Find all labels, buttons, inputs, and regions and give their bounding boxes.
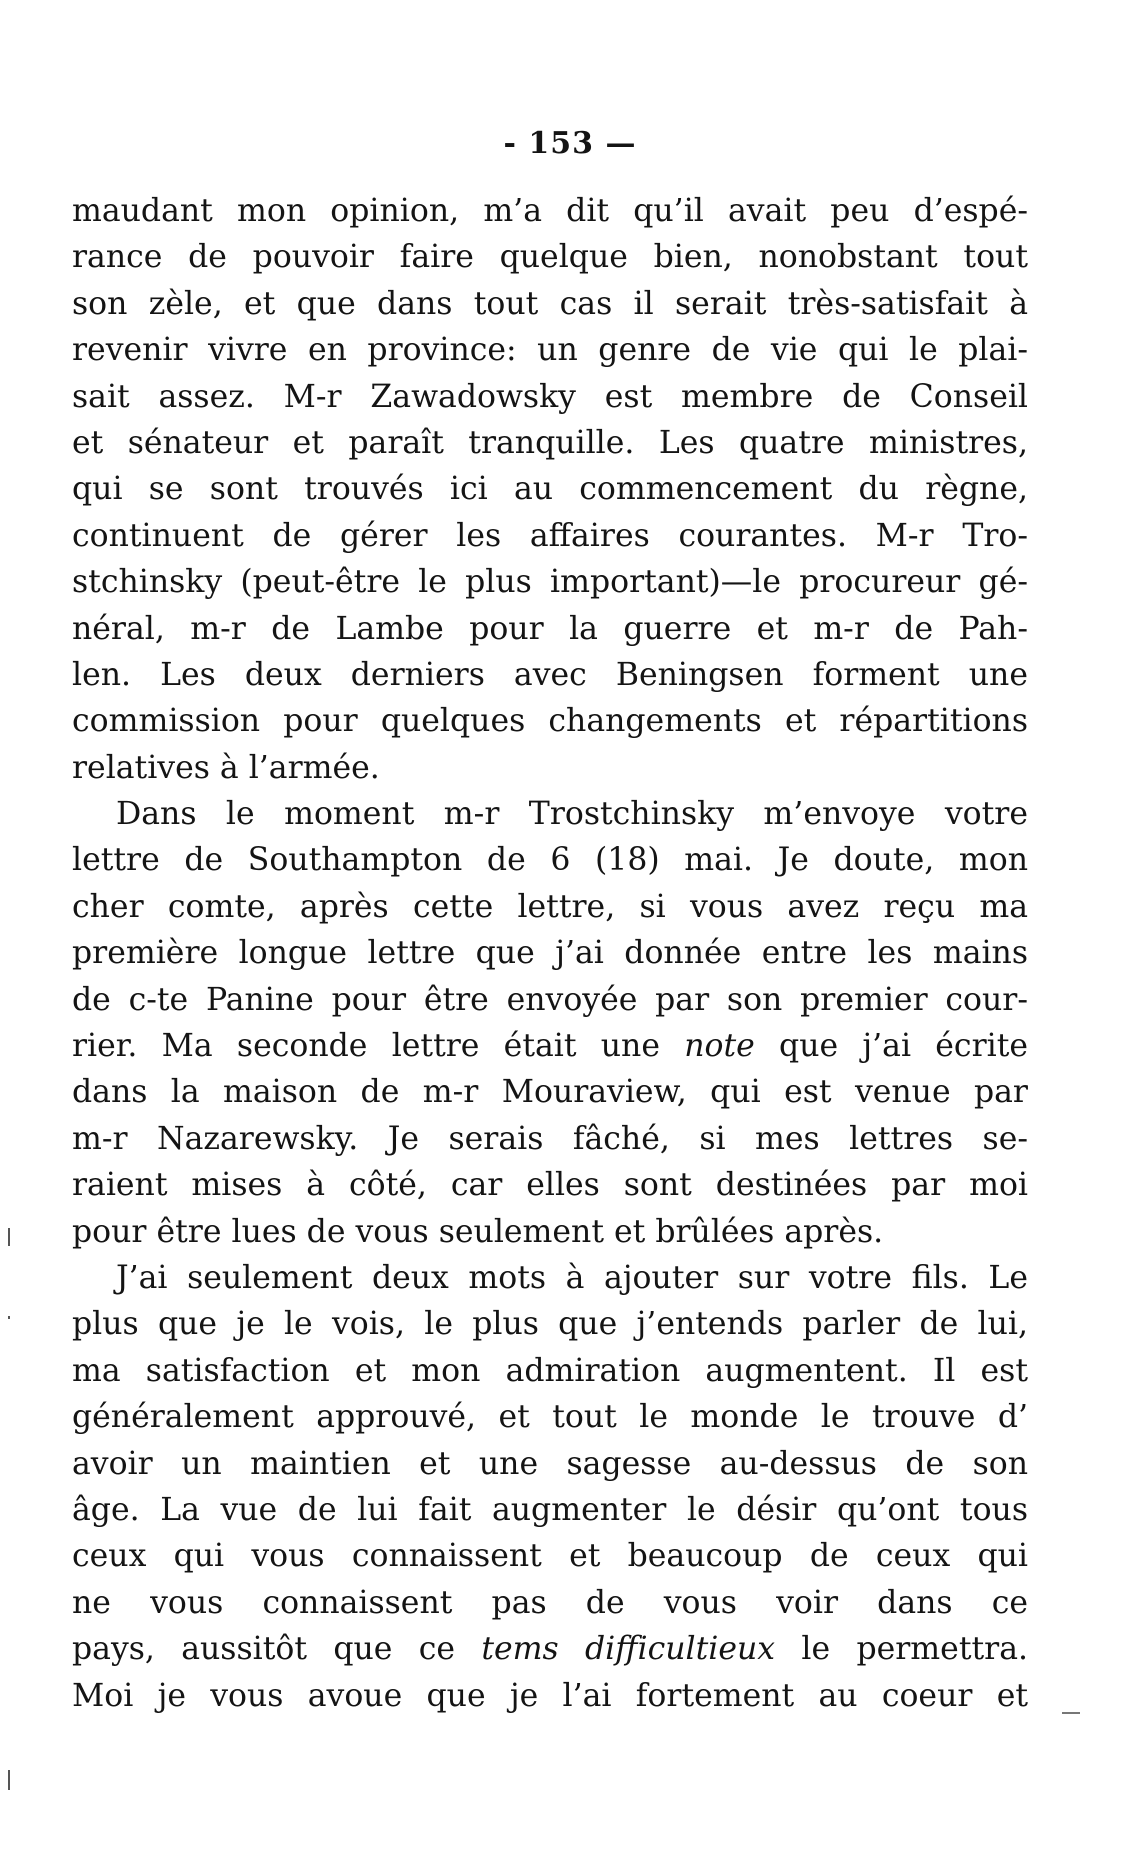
text-line: âge. La vue de lui fait augmenter le désir qu’ont tous bbox=[72, 1491, 1028, 1528]
margin-mark bbox=[8, 1770, 10, 1790]
text-line: ma satisfaction et mon admiration augmentent. Il est bbox=[72, 1352, 1028, 1389]
text-line: qui se sont trouvés ici au commencement du règne, bbox=[72, 471, 1028, 508]
text-line: revenir vivre en province: un genre de vie qui le plai- bbox=[72, 332, 1028, 369]
body-text bbox=[72, 188, 1028, 1719]
text-line: commission pour quelques changements et répartitions bbox=[72, 703, 1028, 740]
text-line: de c-te Panine pour être envoyée par son premier cour- bbox=[72, 981, 1028, 1018]
text-line: sait assez. M-r Zawadowsky est membre de Conseil bbox=[72, 378, 1028, 415]
corner-dash bbox=[1062, 1712, 1080, 1714]
text-line: plus que je le vois, le plus que j’entends parler de lui, bbox=[72, 1306, 1028, 1343]
text-line: maudant mon opinion, m’a dit qu’il avait peu d’espé- bbox=[72, 193, 1028, 229]
paragraph-end-line: pour être lues de vous seulement et brûlées après. bbox=[72, 1213, 884, 1250]
text-line: Moi je vous avoue que je l’ai fortement au coeur et bbox=[72, 1677, 1028, 1714]
text-fragment: que j’ai écrite bbox=[754, 1028, 1029, 1065]
text-line: néral, m-r de Lambe pour la guerre et m-r de Pah- bbox=[72, 610, 1028, 647]
paragraph-start-line: J’ai seulement deux mots à ajouter sur votre fils. Le bbox=[116, 1259, 1028, 1296]
text-line: stchinsky (peut-être le plus important)—le procureur gé- bbox=[72, 564, 1028, 601]
text-line: dans la maison de m-r Mouraview, qui est venue par bbox=[72, 1074, 1028, 1111]
text-line: généralement approuvé, et tout le monde le trouve d’ bbox=[72, 1399, 1028, 1436]
page-number: - 153 — bbox=[503, 126, 637, 161]
text-fragment: pays, aussitôt que ce bbox=[72, 1631, 482, 1668]
text-line: raient mises à côté, car elles sont destinées par moi bbox=[72, 1167, 1028, 1204]
margin-mark bbox=[8, 1316, 10, 1319]
text-line: continuent de gérer les affaires courantes. M-r Tro- bbox=[72, 517, 1028, 554]
text-line-with-italic bbox=[72, 1023, 1028, 1069]
italic-phrase-tems: tems difficultieux bbox=[481, 1631, 776, 1668]
text-line: avoir un maintien et une sagesse au-dessus de son bbox=[72, 1445, 1028, 1482]
text-line: lettre de Southampton de 6 (18) mai. Je doute, mon bbox=[72, 842, 1028, 879]
text-line: m-r Nazarewsky. Je serais fâché, si mes lettres se- bbox=[72, 1120, 1028, 1157]
margin-mark bbox=[8, 1228, 10, 1246]
text-fragment: le permettra. bbox=[775, 1631, 1028, 1668]
text-line: len. Les deux derniers avec Beningsen forment une bbox=[72, 656, 1028, 693]
text-line: rance de pouvoir faire quelque bien, nonobstant tout bbox=[72, 239, 1028, 276]
text-line: ceux qui vous connaissent et beaucoup de ceux qui bbox=[72, 1538, 1028, 1575]
text-line: son zèle, et que dans tout cas il serait très-satisfait à bbox=[72, 285, 1028, 322]
text-line: cher comte, après cette lettre, si vous avez reçu ma bbox=[72, 888, 1028, 925]
text-line: ne vous connaissent pas de vous voir dans ce bbox=[72, 1584, 1028, 1621]
paragraph-end-line: relatives à l’armée. bbox=[72, 749, 380, 786]
text-line: première longue lettre que j’ai donnée entre les mains bbox=[72, 935, 1028, 972]
text-line-with-italic bbox=[72, 1626, 1028, 1672]
italic-word-note: note bbox=[684, 1028, 755, 1065]
paragraph-start-line: Dans le moment m-r Trostchinsky m’envoye votre bbox=[116, 796, 1028, 833]
text-line: et sénateur et paraît tranquille. Les quatre ministres, bbox=[72, 424, 1028, 461]
text-fragment: rier. Ma seconde lettre était une bbox=[72, 1028, 685, 1065]
